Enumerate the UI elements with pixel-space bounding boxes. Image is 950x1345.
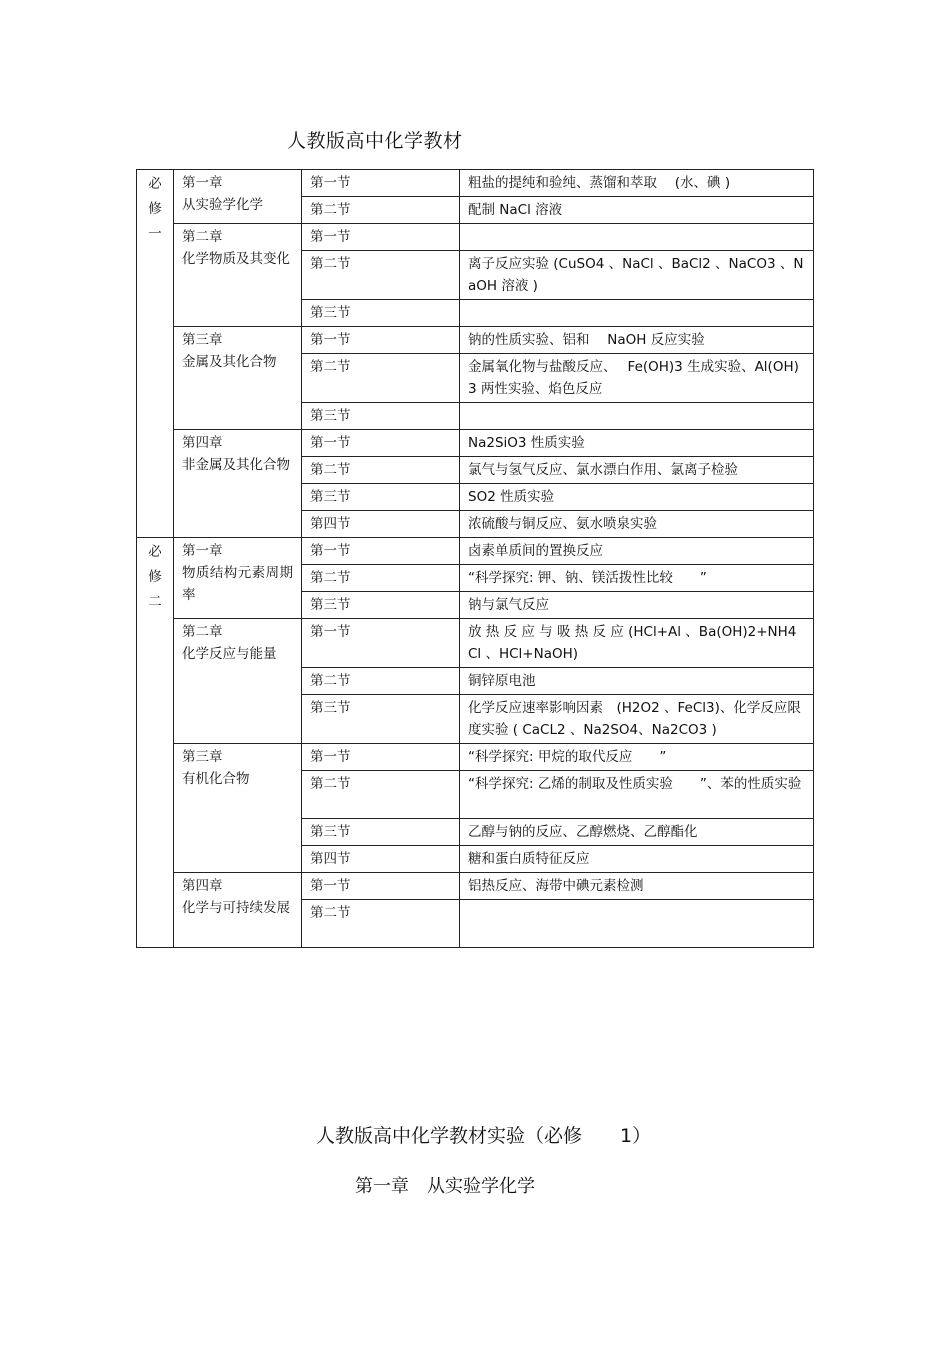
experiment-content: “科学探究: 乙烯的制取及性质实验 ”、苯的性质实验 <box>460 771 814 819</box>
module-cell <box>137 170 174 538</box>
experiment-content <box>460 900 814 948</box>
table-row <box>137 873 814 900</box>
chapter-cell <box>174 430 302 538</box>
section-label: 第三节 <box>302 300 460 327</box>
chapter-label: 第三章 <box>182 749 223 765</box>
experiment-content: 钠与氯气反应 <box>460 592 814 619</box>
section-label: 第一节 <box>302 873 460 900</box>
chapter-name: 从实验学化学 <box>182 197 263 213</box>
table-row <box>137 619 814 668</box>
table-row <box>137 224 814 251</box>
chapter-cell <box>174 744 302 873</box>
experiment-content: 糖和蛋白质特征反应 <box>460 846 814 873</box>
chapter-name: 化学反应与能量 <box>182 646 277 662</box>
experiment-content <box>460 403 814 430</box>
experiment-content: 铜锌原电池 <box>460 668 814 695</box>
experiment-content: Na2SiO3 性质实验 <box>460 430 814 457</box>
table-row <box>137 538 814 565</box>
chapter-cell <box>174 327 302 430</box>
experiment-content: “科学探究: 甲烷的取代反应 ” <box>460 744 814 771</box>
experiment-content <box>460 224 814 251</box>
chapter-name: 非金属及其化合物 <box>182 457 290 473</box>
section-label: 第三节 <box>302 592 460 619</box>
chapter-cell <box>174 224 302 327</box>
module-name-char: 二 <box>148 594 162 610</box>
table-row <box>137 170 814 197</box>
section-label: 第三节 <box>302 484 460 511</box>
module-name-char: 必 <box>148 544 162 560</box>
section-label: 第三节 <box>302 695 460 744</box>
table-row <box>137 327 814 354</box>
module-cell <box>137 538 174 948</box>
experiment-content: 浓硫酸与铜反应、氨水喷泉实验 <box>460 511 814 538</box>
section-label: 第四节 <box>302 846 460 873</box>
section-label: 第一节 <box>302 327 460 354</box>
section-label: 第二节 <box>302 771 460 819</box>
experiment-content: 配制 NaCl 溶液 <box>460 197 814 224</box>
chapter-name: 物质结构元素周期率 <box>182 565 293 603</box>
chapter-cell <box>174 170 302 224</box>
section-label: 第二节 <box>302 251 460 300</box>
experiment-content: 乙醇与钠的反应、乙醇燃烧、乙醇酯化 <box>460 819 814 846</box>
chapter-name: 化学与可持续发展 <box>182 900 290 916</box>
section-label: 第一节 <box>302 170 460 197</box>
experiment-content: 放 热 反 应 与 吸 热 反 应 (HCl+Al 、Ba(OH)2+NH4Cl 、HCl+NaOH) <box>460 619 814 668</box>
chapter-cell <box>174 619 302 744</box>
experiments-title: 人教版高中化学教材实验（必修 1） <box>316 1125 652 1147</box>
chapter-label: 第一章 <box>182 543 223 559</box>
section-label: 第二节 <box>302 197 460 224</box>
curriculum-table <box>136 169 814 948</box>
chapter-label: 第一章 <box>182 175 223 191</box>
section-label: 第三节 <box>302 403 460 430</box>
section-label: 第四节 <box>302 511 460 538</box>
experiment-content: 离子反应实验 (CuSO4 、NaCl 、BaCl2 、NaCO3 、NaOH 溶液 ) <box>460 251 814 300</box>
chapter-label: 第二章 <box>182 229 223 245</box>
experiment-content: SO2 性质实验 <box>460 484 814 511</box>
chapter-cell <box>174 873 302 948</box>
chapter-label: 第二章 <box>182 624 223 640</box>
page-title: 人教版高中化学教材 <box>287 130 463 152</box>
section-label: 第一节 <box>302 224 460 251</box>
chapter-name: 化学物质及其变化 <box>182 251 290 267</box>
experiment-content <box>460 300 814 327</box>
experiment-content: 卤素单质间的置换反应 <box>460 538 814 565</box>
section-label: 第三节 <box>302 819 460 846</box>
experiment-content: 粗盐的提纯和验纯、蒸馏和萃取 (水、碘 ) <box>460 170 814 197</box>
chapter-cell <box>174 538 302 619</box>
experiment-content: 氯气与氢气反应、氯水漂白作用、氯离子检验 <box>460 457 814 484</box>
section-label: 第二节 <box>302 565 460 592</box>
chapter-name: 有机化合物 <box>182 771 250 787</box>
chapter-label: 第三章 <box>182 332 223 348</box>
experiment-content: 金属氧化物与盐酸反应、 Fe(OH)3 生成实验、Al(OH)3 两性实验、焰色反应 <box>460 354 814 403</box>
chapter-name: 金属及其化合物 <box>182 354 277 370</box>
section-label: 第二节 <box>302 354 460 403</box>
section-label: 第一节 <box>302 744 460 771</box>
section-label: 第二节 <box>302 457 460 484</box>
chapter-label: 第四章 <box>182 878 223 894</box>
module-name-char: 必 <box>148 176 162 192</box>
module-name-char: 一 <box>148 226 162 242</box>
section-label: 第一节 <box>302 430 460 457</box>
table-row <box>137 430 814 457</box>
experiment-content: “科学探究: 钾、钠、镁活拨性比较 ” <box>460 565 814 592</box>
table-row <box>137 744 814 771</box>
chapter-heading: 第一章 从实验学化学 <box>355 1176 535 1197</box>
section-label: 第一节 <box>302 538 460 565</box>
section-label: 第二节 <box>302 668 460 695</box>
module-name-char: 修 <box>148 201 162 217</box>
experiment-content: 铝热反应、海带中碘元素检测 <box>460 873 814 900</box>
module-name-char: 修 <box>148 569 162 585</box>
experiment-content: 化学反应速率影响因素 (H2O2 、FeCl3)、化学反应限度实验 ( CaCL2 、Na2SO4、Na2CO3 ) <box>460 695 814 744</box>
chapter-label: 第四章 <box>182 435 223 451</box>
experiment-content: 钠的性质实验、铝和 NaOH 反应实验 <box>460 327 814 354</box>
section-label: 第一节 <box>302 619 460 668</box>
section-label: 第二节 <box>302 900 460 948</box>
